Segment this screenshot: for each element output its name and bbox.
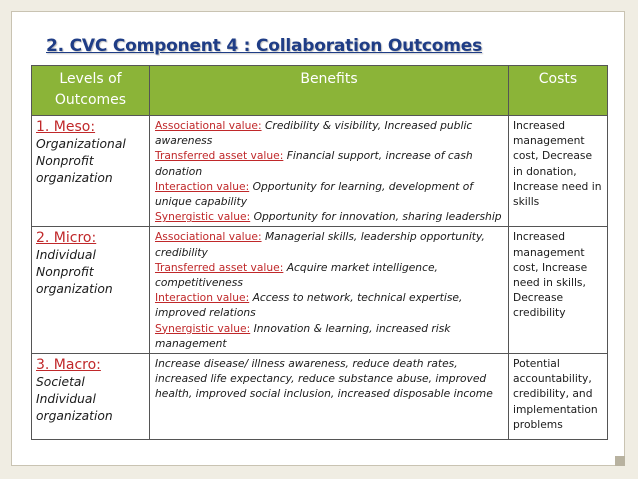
benefit-item <box>155 229 503 259</box>
benefit-key: Interaction value: <box>155 291 250 305</box>
level-description: Organizational Nonprofit organization <box>36 137 126 185</box>
benefit-text: Managerial skills, leadership opportunity, credibility <box>155 230 485 259</box>
table-header-row <box>32 66 608 116</box>
benefits-cell <box>150 116 509 227</box>
benefit-item <box>155 209 503 224</box>
benefits-cell: Increase disease/ illness awareness, reduce death rates, increased life expectancy, reduce substance abuse, improved health, improved social inclusion, increased disposable income <box>150 354 509 440</box>
header-levels: Levels of Outcomes <box>32 66 150 116</box>
benefit-text: Financial support, increase of cash donation <box>155 149 473 178</box>
corner-decoration <box>615 456 625 466</box>
table-row <box>32 354 608 440</box>
table-row <box>32 227 608 354</box>
benefit-key: Synergistic value: <box>155 321 251 335</box>
level-description: Individual Nonprofit organization <box>36 248 113 297</box>
level-description: Societal Individual organization <box>36 375 113 424</box>
level-cell <box>32 116 150 227</box>
slide-title: 2. CVC Component 4 : Collaboration Outcomes <box>46 36 483 56</box>
level-title: 2. Micro: <box>36 230 97 247</box>
benefit-item <box>155 290 503 320</box>
header-benefits: Benefits <box>150 66 509 116</box>
benefit-text: Opportunity for learning, development of unique capability <box>155 179 473 209</box>
benefit-text: Access to network, technical expertise, improved relations <box>155 291 463 320</box>
costs-cell: Increased management cost, Increase need in skills, Decrease credibility <box>509 227 608 354</box>
benefit-text: Innovation & learning, increased risk management <box>155 321 451 350</box>
benefit-key: Associational value: <box>155 230 262 244</box>
benefit-text: Opportunity for innovation, sharing leadership <box>250 210 502 224</box>
benefit-item <box>155 179 503 209</box>
benefit-key: Transferred asset value: <box>155 260 284 274</box>
benefit-key: Synergistic value: <box>155 210 251 224</box>
benefit-item <box>155 321 503 351</box>
benefit-item <box>155 260 503 290</box>
outcomes-table <box>31 65 608 440</box>
benefit-item <box>155 118 503 148</box>
benefit-text: Credibility & visibility, Increased public awareness <box>155 119 473 148</box>
benefit-key: Interaction value: <box>155 179 250 193</box>
level-cell <box>32 354 150 440</box>
level-cell <box>32 227 150 354</box>
costs-cell: Potential accountability, credibility, and implementation problems <box>509 354 608 440</box>
benefit-key: Transferred asset value: <box>155 149 284 163</box>
table-row <box>32 116 608 227</box>
level-title: 1. Meso: <box>36 119 96 135</box>
benefit-text: Acquire market intelligence, competitiveness <box>155 260 438 290</box>
benefit-item <box>155 148 503 178</box>
level-title: 3. Macro: <box>36 357 101 374</box>
benefit-key: Associational value: <box>155 119 262 132</box>
benefits-cell <box>150 227 509 354</box>
header-costs: Costs <box>509 66 608 116</box>
costs-cell: Increased management cost, Decrease in donation, Increase need in skills <box>509 116 608 227</box>
